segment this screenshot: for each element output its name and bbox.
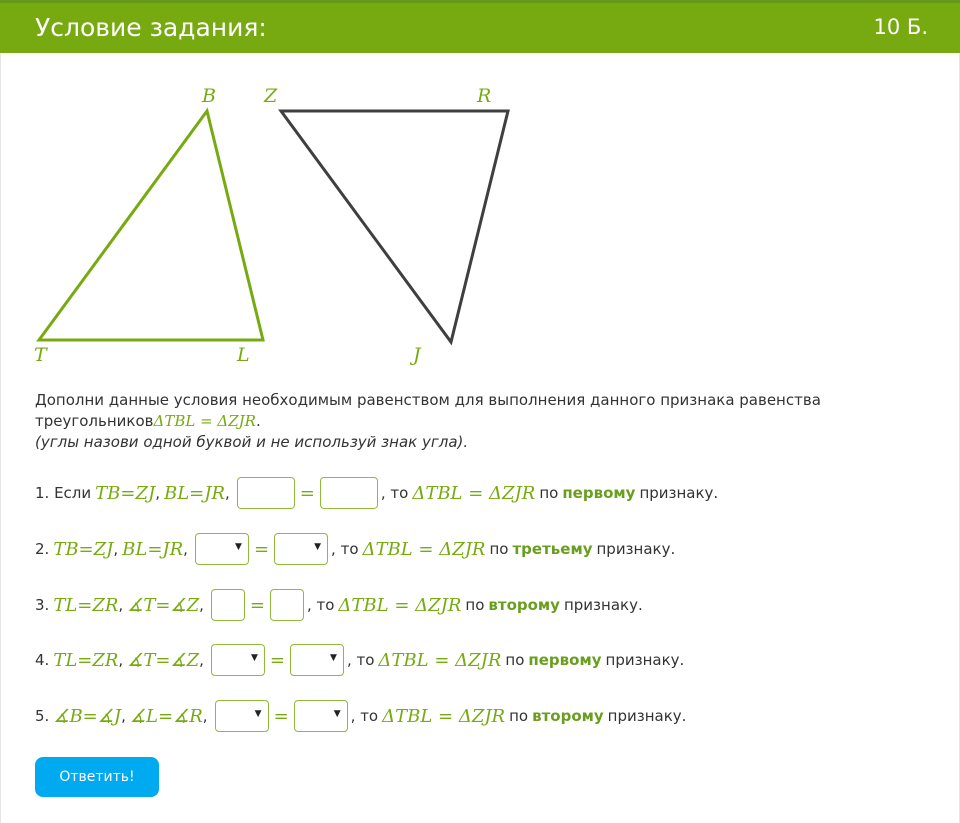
vertex-label-r: R [477,85,492,107]
triangle-tbl [39,111,263,340]
row-number: 1. Если [35,484,92,502]
instruction-line2-end: . [255,412,261,430]
row-number: 2. [35,540,50,558]
row-then: , то [346,651,375,669]
answer-select-left[interactable] [195,533,249,565]
row-then: , то [380,484,409,502]
equals-sign: = [249,594,265,616]
instruction-line2-text: треугольников [35,412,154,430]
row-sep: , [225,484,230,502]
instruction-hint: (углы назови одной буквой и не используй знак угла). [35,433,469,451]
vertex-label-l: L [237,344,250,366]
equals-sign: = [273,705,289,727]
task-row-1 [35,476,718,510]
row-triangle-equality: ΔTBL = ΔZJR [412,482,536,504]
instruction-text [35,390,915,453]
answer-select-right[interactable] [274,533,328,565]
vertex-label-b: B [202,85,216,107]
task-header [0,0,960,53]
chevron-down-icon: ▼ [235,542,242,552]
instruction-line2 [35,411,915,432]
row-sep: , [155,484,160,502]
row-po: по [505,651,525,669]
row-number: 4. [35,651,50,669]
equals-sign: = [253,538,270,560]
row-then: , то [350,707,379,725]
task-title: Условие задания: [35,13,267,42]
answer-select-right[interactable] [294,700,348,732]
row-triangle-equality: ΔTBL = ΔZJR [382,705,506,727]
row-sep: , [118,651,124,669]
row-then: , то [331,540,359,558]
row-triangle-equality: ΔTBL = ΔZJR [378,649,502,671]
row-condition-2: BL=JR [122,538,184,560]
row-tail: признаку. [596,540,676,558]
task-row-5 [35,699,686,733]
row-sep: , [183,540,188,558]
answer-input-left[interactable] [237,477,295,509]
answer-input-right[interactable] [320,477,378,509]
row-sep: , [202,707,208,725]
row-po: по [539,484,559,502]
chevron-down-icon: ▼ [330,653,337,663]
row-tail: признаку. [605,651,685,669]
row-tail: признаку. [607,707,687,725]
vertex-label-j: J [413,344,421,366]
row-condition-2: ∡T=∡Z [127,594,200,616]
row-tail: признаку. [563,596,643,614]
row-sign-ordinal: второму [532,707,604,725]
task-row-4 [35,643,684,677]
row-number: 3. [35,596,50,614]
chevron-down-icon: ▼ [333,709,341,719]
submit-button[interactable]: Ответить! [35,757,159,797]
row-sign-ordinal: третьему [512,540,593,558]
instruction-math: ΔTBL = ΔZJR [153,412,256,430]
chevron-down-icon: ▼ [250,653,258,663]
task-points: 10 Б. [873,15,928,39]
row-condition-1: TB=ZJ [95,482,156,504]
row-condition-1: ∡B=∡J [53,705,122,727]
task-row-2 [35,532,675,566]
row-sign-ordinal: второму [488,596,560,614]
row-sep: , [118,596,124,614]
row-triangle-equality: ΔTBL = ΔZJR [338,594,462,616]
row-then: , то [306,596,335,614]
row-sep: , [113,540,119,558]
row-condition-2: ∡L=∡R [129,705,203,727]
vertex-label-t: T [34,344,47,366]
chevron-down-icon: ▼ [254,709,262,719]
answer-select-right[interactable] [290,644,344,676]
equals-sign: = [299,482,315,504]
row-condition-2: BL=JR [163,482,225,504]
triangle-zjr [281,111,508,342]
task-row-3 [35,588,643,622]
instruction-line1: Дополни данные условия необходимым равенством для выполнения данного признака равенства [35,391,821,409]
row-sign-ordinal: первому [562,484,636,502]
row-sep: , [121,707,126,725]
row-tail: признаку. [639,484,719,502]
row-triangle-equality: ΔTBL = ΔZJR [362,538,486,560]
row-condition-1: TB=ZJ [53,538,114,560]
triangles-figure [0,53,560,373]
row-condition-2: ∡T=∡Z [127,649,200,671]
chevron-down-icon: ▼ [314,542,322,552]
row-po: по [489,540,509,558]
row-number: 5. [35,707,50,725]
answer-select-left[interactable] [215,700,269,732]
row-sign-ordinal: первому [528,651,602,669]
vertex-label-z: Z [264,85,278,107]
row-sep: , [199,651,204,669]
answer-input-right[interactable] [270,589,304,621]
equals-sign: = [269,649,285,671]
row-condition-1: TL=ZR [53,649,119,671]
answer-select-left[interactable] [211,644,265,676]
answer-input-left[interactable] [211,589,245,621]
row-condition-1: TL=ZR [53,594,119,616]
row-po: по [509,707,529,725]
row-sep: , [199,596,204,614]
row-po: по [465,596,485,614]
